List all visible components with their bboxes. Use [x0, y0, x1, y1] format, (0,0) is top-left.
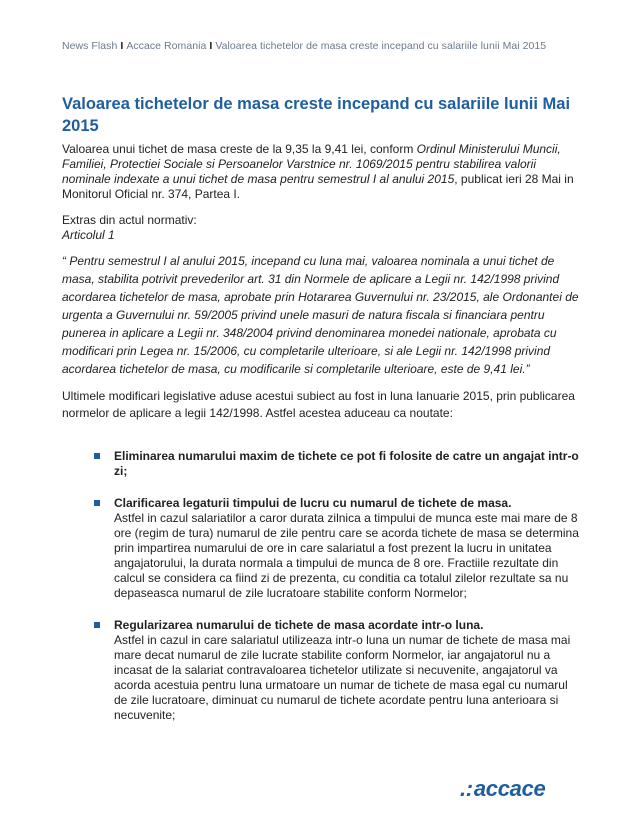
intro-text-1: Valoarea unui tichet de masa creste de la 9,35 la 9,41 lei, conform — [62, 142, 417, 156]
header-separator: I — [209, 40, 213, 52]
list-item — [94, 449, 584, 479]
list-item-title: Eliminarea numarului maxim de tichete ce pot fi folosite de catre un angajat intr-o zi; — [114, 449, 579, 478]
list-item-title: Regularizarea numarului de tichete de masa acordate intr-o luna. — [114, 618, 484, 632]
page-header — [62, 40, 582, 52]
closing-paragraph: Ultimele modificari legislative aduse acestui subiect au fost in luna Ianuarie 2015, prin publicarea normelor de aplicare a legii 142/1998. Astfel acestea aduceau ca noutate: — [62, 389, 575, 420]
extras-label: Extras din actul normativ: — [62, 213, 197, 227]
intro-paragraph — [62, 142, 584, 202]
list-item-title: Clarificarea legaturii timpului de lucru cu numarul de tichete de masa. — [114, 496, 512, 510]
intro-text-2: , publicat ieri 28 Mai in Monitorul Oficial nr. 374, Partea I. — [62, 172, 574, 201]
article-body — [62, 142, 584, 723]
square-bullet-icon — [94, 622, 100, 628]
header-separator: I — [120, 40, 124, 52]
header-news-flash: News Flash — [62, 40, 118, 52]
logo-text: accace — [473, 776, 546, 801]
list-item-body: Astfel in cazul salariatilor a caror durata zilnica a timpului de munca este mai mare de 8 ore (regim de tura) numarul de zile pentru care se acorda tichete de masa se determina prin impartirea numarului de ore in care salariatul a fost prezent la lucru in unitatea angajatorului, la durata normala a timpului de munca de 8 ore. Fractiile rezultate din calcul se considera ca fiind zi de prezenta, cu conditia ca totalul zilelor rezultate sa nu depaseasca numarul de zile lucratoare stabilite conform Normelor; — [114, 511, 579, 600]
intro-order-reference: Ordinul Ministerului Muncii, Familiei, Protectiei Sociale si Persoanelor Varstnice nr. 1069/2015 pentru stabilirea valorii nominale indexate a unui tichet de masa pentru semestrul I al anului 2015 — [62, 142, 561, 186]
logo-dots: .: — [460, 776, 473, 801]
article-number: Articolul 1 — [62, 228, 115, 242]
list-item — [94, 496, 584, 601]
extras-block — [62, 213, 584, 243]
header-article-title: Valoarea tichetelor de masa creste incepand cu salariile lunii Mai 2015 — [215, 40, 547, 52]
square-bullet-icon — [94, 453, 100, 459]
changes-list — [62, 449, 584, 723]
square-bullet-icon — [94, 500, 100, 506]
law-quote: “ Pentru semestrul I al anului 2015, incepand cu luna mai, valoarea nominala a unui tichet de masa, stabilita potrivit prevederilor art. 31 din Normele de aplicare a Legii nr. 142/1998 privind acordarea tichetelor de masa, aprobate prin Hotararea Guvernului nr. 23/2015, ale Ordonantei de urgenta a Guvernului nr. 59/2005 privind unele masuri de natura fiscala si financiara pentru punerea in aplicare a Legii nr. 348/2004 privind denominarea monedei nationale, aprobata cu modificari prin Legea nr. 15/2006, cu completarile ulterioare, si ale Legii nr. 142/1998 privind acordarea tichetelor de masa, cu modificarile si completarile ulterioare, este de 9,41 lei.” — [62, 254, 579, 376]
accace-logo — [460, 776, 545, 802]
article-title: Valoarea tichetelor de masa creste incepand cu salariile lunii Mai 2015 — [62, 95, 571, 135]
list-item-body: Astfel in cazul in care salariatul utilizeaza intr-o luna un numar de tichete de masa mai mare decat numarul de zile lucrate stabilite conform Normelor, iar angajatorul nu a incasat de la salariat contravaloarea tichetelor utilizate si necuvenite, angajatorul va acorda acestuia pentru luna urmatoare un numar de tichete de masa egal cu numarul de zile lucratoare, diminuat cu numarul de tichete acordate pentru luna anterioara si necuvenite; — [114, 633, 571, 722]
list-item — [94, 618, 584, 723]
header-company: Accace Romania — [126, 40, 207, 52]
